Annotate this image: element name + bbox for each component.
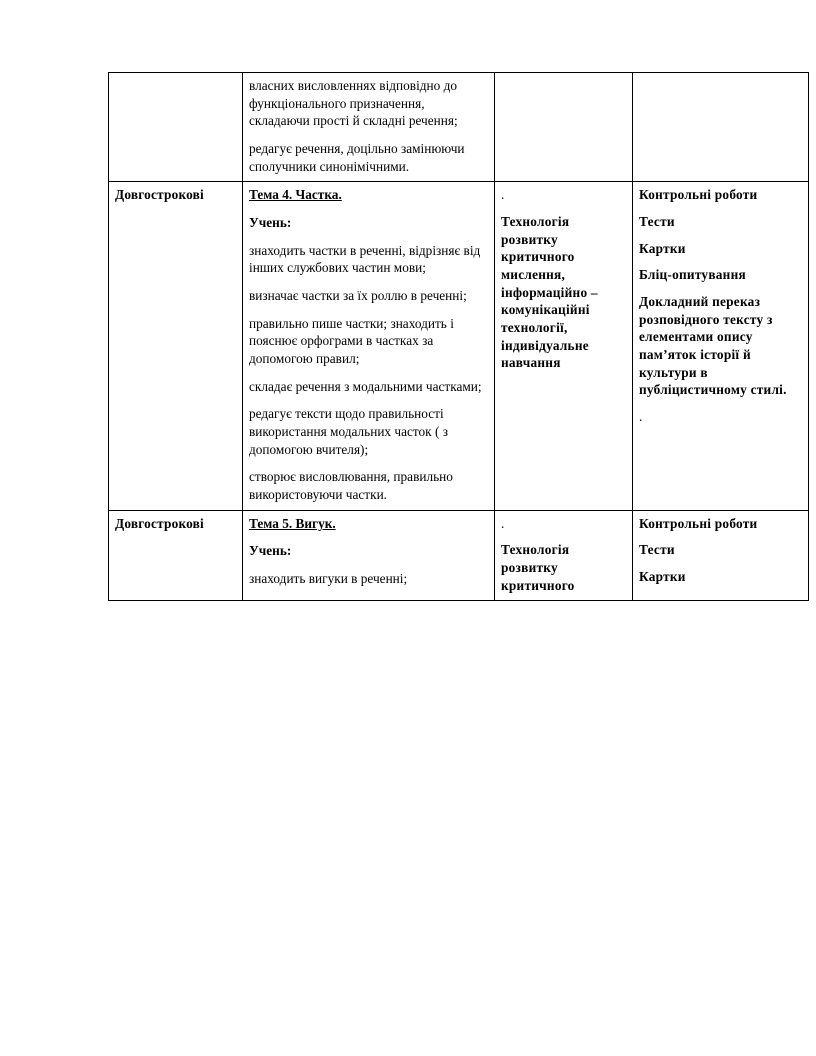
- topic-subheading: Учень:: [249, 215, 292, 231]
- row1-col2: власних висловленнях відповідно до функціонального призначення, складаючи прості й складні речення; редагує речення, доцільно замінюючи сполучники синонімічними.: [243, 73, 495, 182]
- topic-subheading: Учень:: [249, 543, 292, 559]
- planning-table: [108, 72, 809, 601]
- topic-heading: Тема 5. Вигук.: [249, 515, 336, 531]
- row1-col4: [633, 73, 809, 182]
- row2-col1: Довгострокові: [109, 182, 243, 510]
- row3-col3: . Технологія розвитку критичного: [495, 510, 633, 601]
- table-row: [109, 73, 809, 182]
- row3-col1: Довгострокові: [109, 510, 243, 601]
- row2-col4: Контрольні роботи Тести Картки Бліц-опитування Докладний переказ розповідного тексту з елементами опису пам’яток історії й культури в публіцистичному стилі. .: [633, 182, 809, 510]
- table-row: [109, 510, 809, 601]
- topic-heading: Тема 4. Частка.: [249, 187, 342, 203]
- row1-col3: [495, 73, 633, 182]
- row1-col1: [109, 73, 243, 182]
- row2-col3: . Технологія розвитку критичного мислення, інформаційно – комунікаційні технології, індивідуальне навчання: [495, 182, 633, 510]
- row2-col2: Тема 4. Частка. Учень: знаходить частки в реченні, відрізняє від інших службових частин мови; визначає частки за їх роллю в реченні; правильно пише частки; знаходить і пояснює орфограми в частках за допомогою правил; складає речення з модальними частками; редагує тексти щодо правильності використання модальних часток ( з допомогою вчителя); створює висловлювання, правильно використовуючи частки.: [243, 182, 495, 510]
- row3-col4: Контрольні роботи Тести Картки: [633, 510, 809, 601]
- row3-col2: Тема 5. Вигук. Учень: знаходить вигуки в реченні;: [243, 510, 495, 601]
- table-row: [109, 182, 809, 510]
